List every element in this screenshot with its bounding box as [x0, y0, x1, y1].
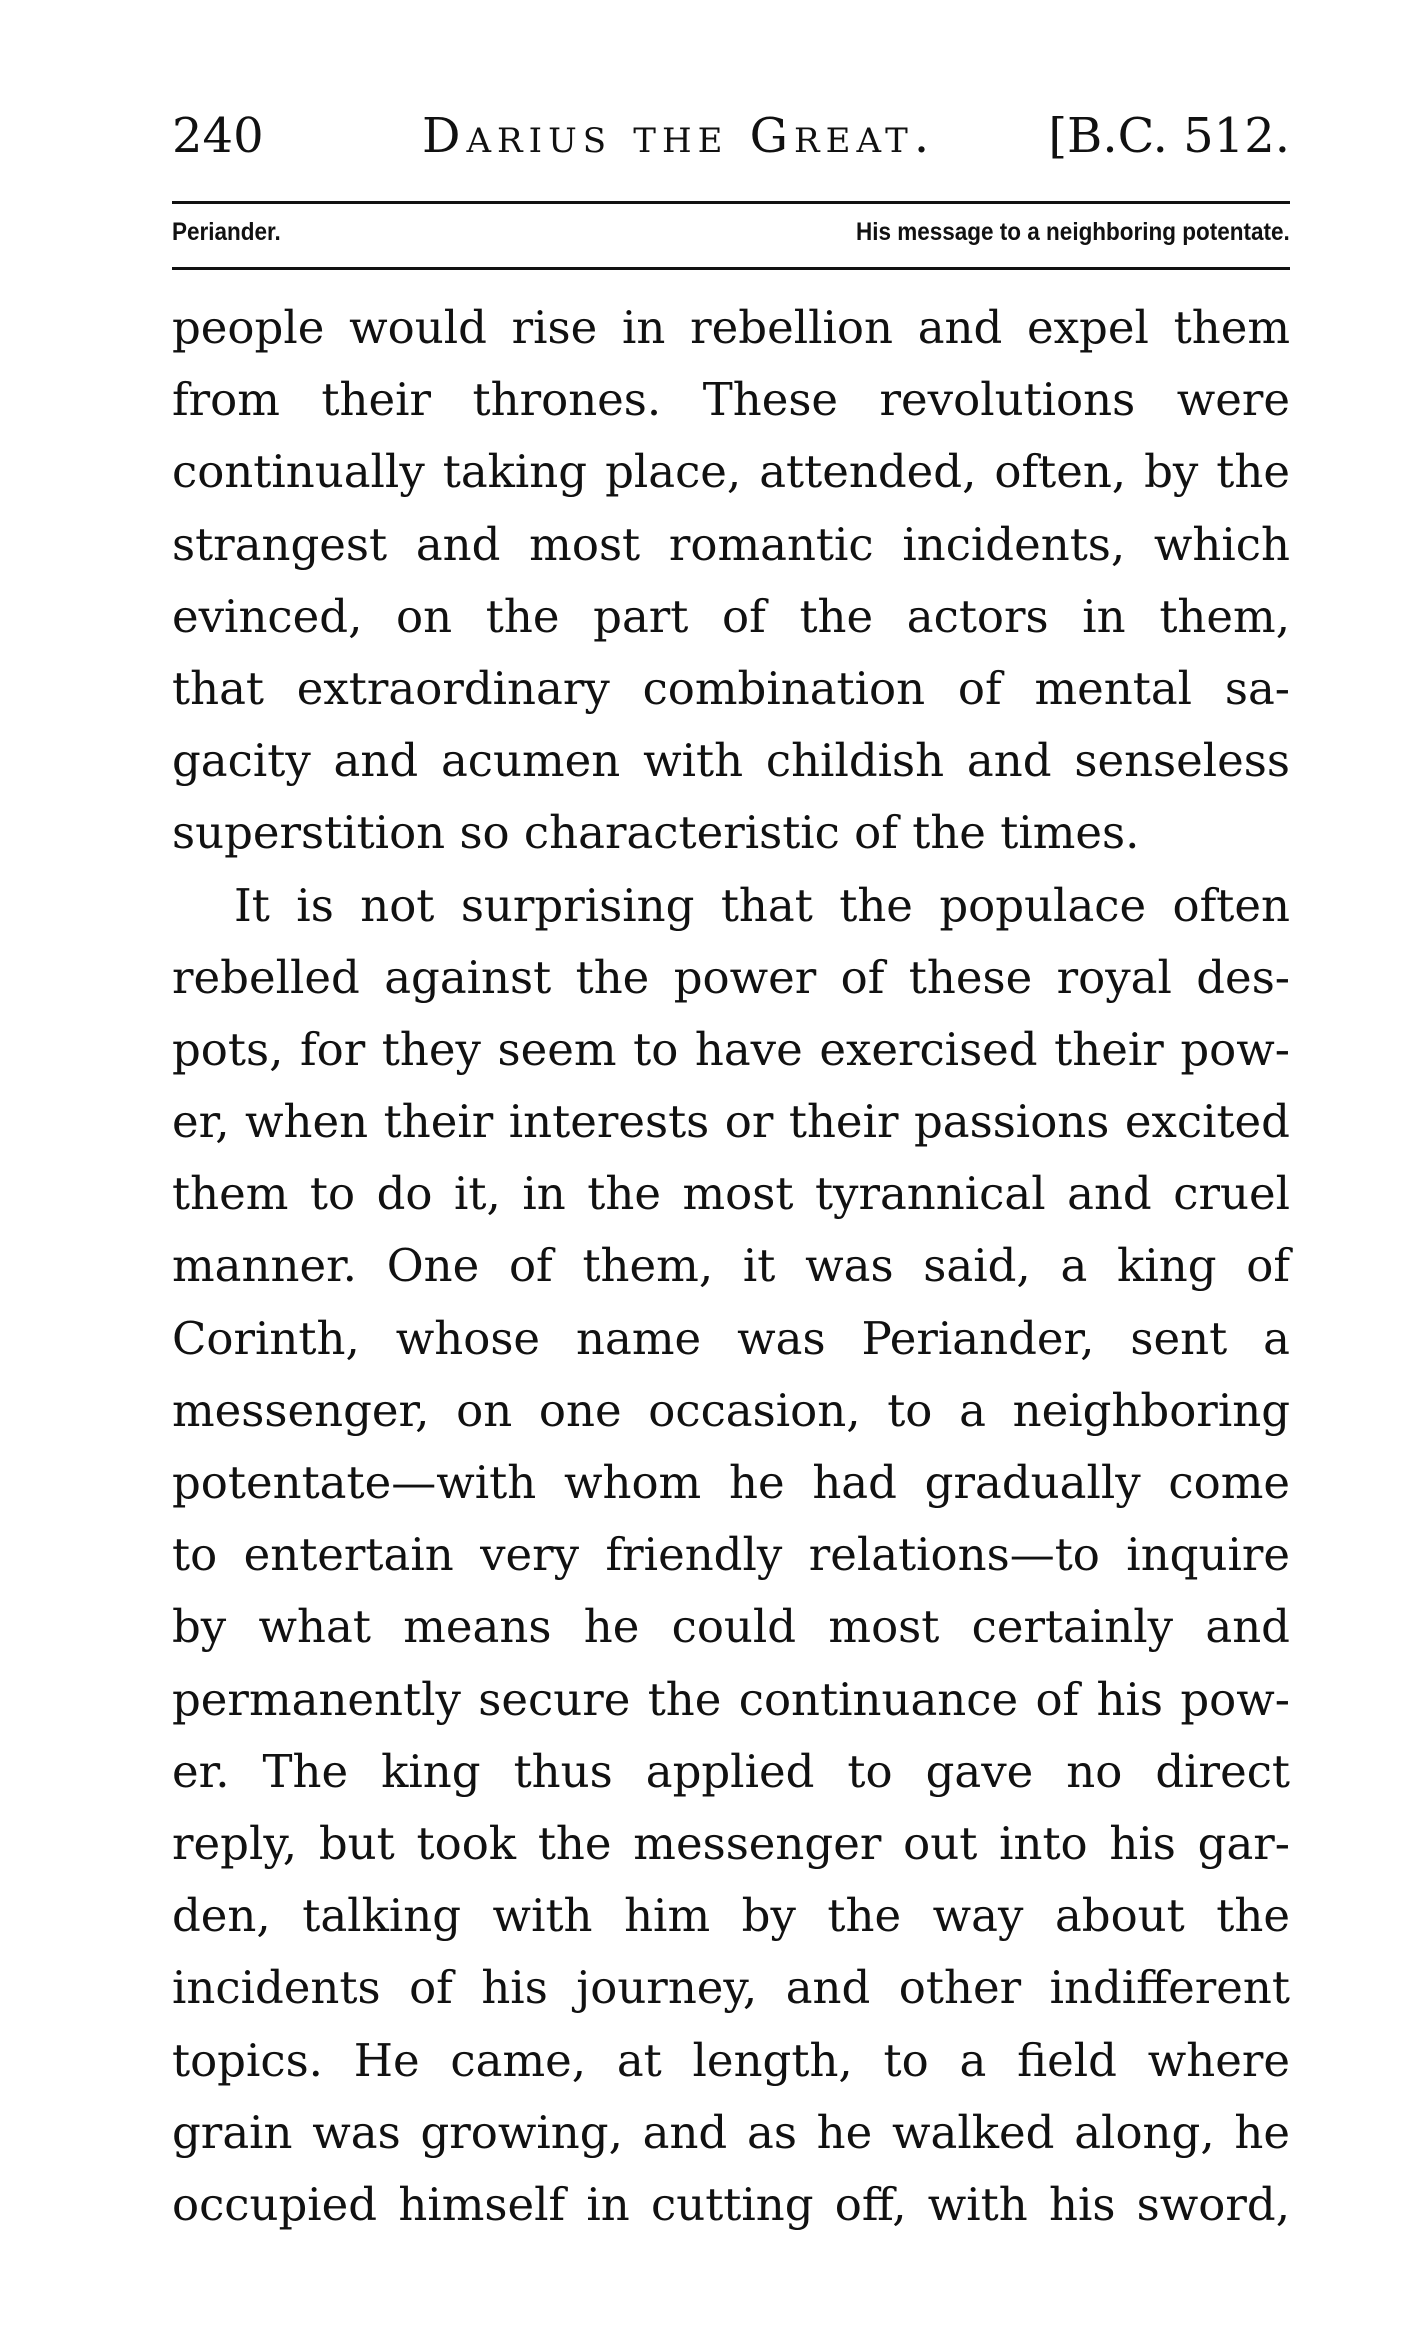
running-title: Darius the Great.	[422, 108, 936, 164]
text-line: that extraordinary combination of mental sa-	[172, 661, 1290, 715]
text-line: grain was growing, and as he walked along, he	[172, 2105, 1290, 2159]
subheader-right: His message to a neighboring potentate.	[855, 218, 1290, 246]
subheader-rule	[172, 267, 1290, 270]
text-line: strangest and most romantic incidents, which	[172, 517, 1290, 571]
text-line: people would rise in rebellion and expel them	[172, 301, 1290, 354]
text-line: evinced, on the part of the actors in them,	[172, 589, 1290, 643]
text-line: them to do it, in the most tyrannical and cruel	[172, 1167, 1290, 1221]
text-line: continually taking place, attended, often, by the	[172, 445, 1290, 499]
text-line: from their thrones. These revolutions were	[172, 373, 1290, 427]
text-line: reply, but took the messenger out into his gar-	[172, 1816, 1290, 1870]
text-line: superstition so characteristic of the times.	[172, 806, 1140, 860]
text-line: incidents of his journey, and other indifferent	[172, 1961, 1290, 2015]
text-line: permanently secure the continuance of his pow-	[172, 1672, 1290, 1726]
text-line: messenger, on one occasion, to a neighboring	[172, 1383, 1290, 1437]
text-line: topics. He came, at length, to a field where	[172, 2033, 1290, 2087]
header-rule	[172, 201, 1290, 204]
body-text	[172, 292, 1290, 2241]
page-number: 240	[172, 108, 264, 164]
text-line: Corinth, whose name was Periander, sent a	[172, 1311, 1290, 1365]
text-line: manner. One of them, it was said, a king of	[172, 1239, 1290, 1293]
text-line: It is not surprising that the populace often	[234, 878, 1290, 932]
text-line: pots, for they seem to have exercised their pow-	[172, 1022, 1290, 1076]
text-line: den, talking with him by the way about the	[172, 1889, 1290, 1943]
text-line: by what means he could most certainly and	[172, 1600, 1290, 1654]
text-line: gacity and acumen with childish and senseless	[172, 734, 1290, 788]
text-line: er. The king thus applied to gave no direct	[172, 1744, 1290, 1798]
text-line: to entertain very friendly relations—to inquire	[172, 1528, 1290, 1582]
text-line: rebelled against the power of these royal des-	[172, 950, 1290, 1004]
subheader-left: Periander.	[172, 218, 281, 246]
text-line: er, when their interests or their passions excited	[172, 1095, 1290, 1149]
text-line: occupied himself in cutting off, with his sword,	[172, 2177, 1290, 2231]
header-date: [B.C. 512.	[1048, 108, 1290, 164]
running-header	[172, 108, 1290, 168]
text-line: potentate—with whom he had gradually come	[172, 1456, 1290, 1509]
